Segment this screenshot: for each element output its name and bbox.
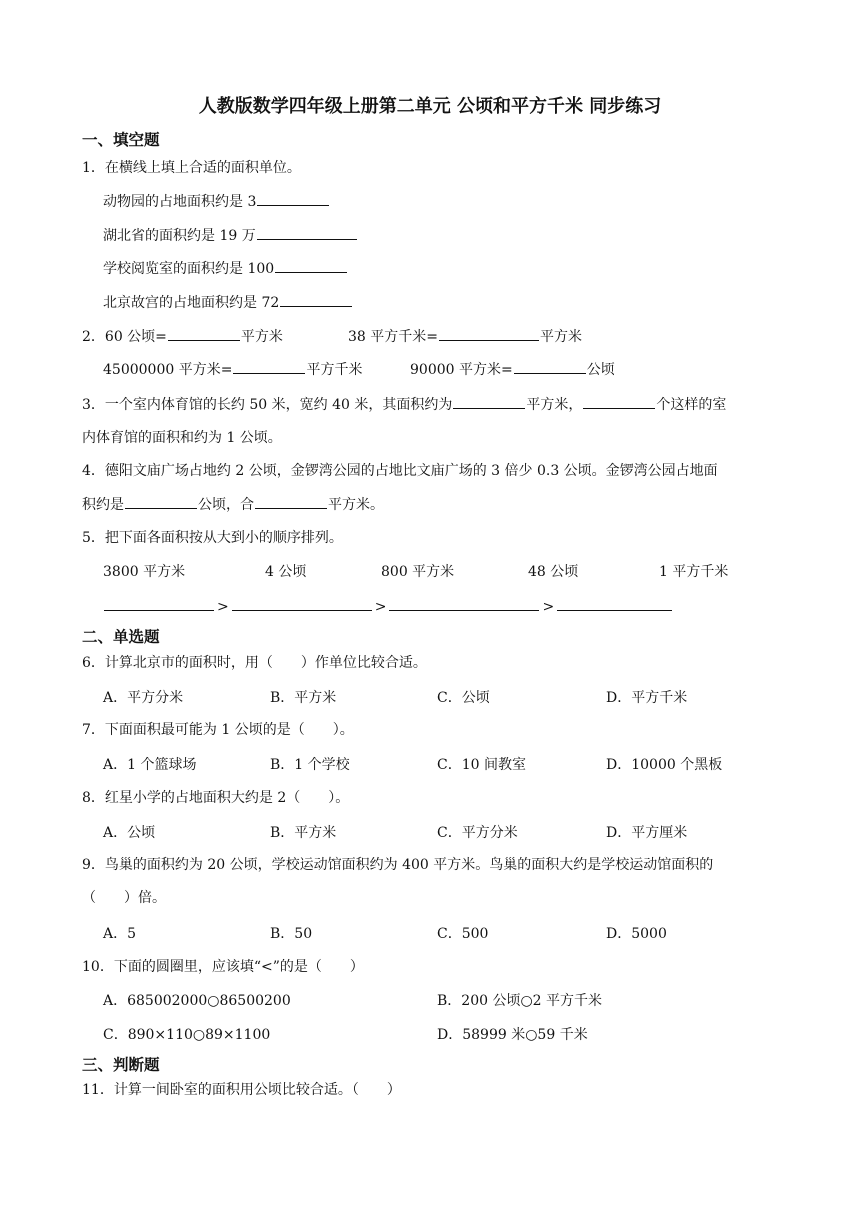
section-heading-true-false: 三、判断题 (82, 1056, 160, 1074)
q3-line2: 内体育馆的面积和约为 1 公顷。 (82, 430, 282, 446)
q2-b-pre: 38 平方千米= (348, 329, 438, 345)
q9-option-a[interactable]: A．5 (103, 926, 137, 942)
q10-option-a[interactable]: A．685002000○86500200 (103, 993, 291, 1009)
q2-row1-right (348, 326, 582, 347)
greater-than-sign: > (374, 599, 387, 615)
q8-option-b[interactable]: B．平方米 (270, 825, 337, 841)
answer-blank[interactable] (233, 359, 305, 374)
q5-order-row (103, 596, 673, 617)
q2-a-pre: 60 公顷= (104, 329, 167, 345)
answer-blank[interactable] (275, 258, 347, 273)
answer-blank[interactable] (104, 596, 214, 611)
q3-text-mid: 平方米， (526, 397, 583, 413)
q2-row1 (82, 326, 283, 347)
answer-blank[interactable] (583, 394, 655, 409)
q6-option-b[interactable]: B．平方米 (270, 690, 337, 706)
q6-option-d[interactable]: D．平方千米 (606, 690, 688, 706)
q4-text-mid: 公顷，合 (198, 497, 254, 513)
q9-stem: 9．鸟巢的面积约为 20 公顷，学校运动馆面积约为 400 平方米。鸟巢的面积大约是学校运动馆面积的 (82, 857, 714, 873)
answer-blank[interactable] (232, 596, 372, 611)
answer-blank[interactable] (255, 494, 327, 509)
section-heading-fill-in: 一、填空题 (82, 131, 160, 149)
q2-number: 2． (82, 329, 105, 345)
q6-option-c[interactable]: C．公顷 (437, 690, 490, 706)
q8-option-c[interactable]: C．平方分米 (437, 825, 518, 841)
q1-item-d (103, 292, 353, 313)
q9-option-b[interactable]: B．50 (270, 926, 313, 942)
q5-item-3: 800 平方米 (381, 564, 455, 580)
q7-option-d[interactable]: D．10000 个黑板 (606, 757, 723, 773)
q1-stem: 1．在横线上填上合适的面积单位。 (82, 160, 301, 176)
q5-item-2: 4 公顷 (265, 564, 307, 580)
q3-line1 (82, 394, 726, 415)
answer-blank[interactable] (168, 326, 240, 341)
q4-line2 (82, 494, 384, 515)
answer-blank[interactable] (257, 225, 357, 240)
q10-option-b[interactable]: B．200 公顷○2 平方千米 (437, 993, 603, 1009)
answer-blank[interactable] (257, 191, 329, 206)
page-title: 人教版数学四年级上册第二单元 公顷和平方千米 同步练习 (198, 96, 662, 117)
greater-than-sign: > (542, 599, 555, 615)
q3-text-post: 个这样的室 (656, 397, 727, 413)
q4-text-post: 平方米。 (328, 497, 384, 513)
q5-item-1: 3800 平方米 (103, 564, 186, 580)
q1-item-a-text: 动物园的占地面积约是 3 (103, 194, 257, 210)
q10-stem: 10．下面的圆圈里，应该填“<”的是（ ） (82, 959, 364, 975)
q11-stem: 11．计算一间卧室的面积用公顷比较合适。（ ） (82, 1082, 401, 1098)
answer-blank[interactable] (439, 326, 539, 341)
q2-b-post: 平方米 (540, 329, 582, 345)
answer-blank[interactable] (125, 494, 197, 509)
q7-option-a[interactable]: A．1 个篮球场 (103, 757, 197, 773)
answer-blank[interactable] (514, 359, 586, 374)
q2-row2-right (410, 359, 615, 380)
q9-stem-cont: （ ）倍。 (82, 890, 166, 906)
q2-c-pre: 45000000 平方米= (103, 362, 233, 378)
answer-blank[interactable] (389, 596, 539, 611)
q1-item-c-text: 学校阅览室的面积约是 100 (103, 261, 275, 277)
answer-blank[interactable] (557, 596, 672, 611)
q2-d-post: 公顷 (586, 362, 615, 378)
q1-item-c (103, 258, 348, 279)
q1-item-b-text: 湖北省的面积约是 19 万 (103, 228, 256, 244)
q2-row2 (103, 359, 362, 380)
q9-option-d[interactable]: D．5000 (606, 926, 667, 942)
q10-option-c[interactable]: C．890×110○89×1100 (103, 1027, 271, 1043)
q5-item-5: 1 平方千米 (659, 564, 729, 580)
q10-option-d[interactable]: D．58999 米○59 千米 (437, 1027, 588, 1043)
q4-line1: 4．德阳文庙广场占地约 2 公顷，金锣湾公园的占地比文庙广场的 3 倍少 0.3 公顷。金锣湾公园占地面 (82, 463, 718, 479)
q7-stem: 7．下面面积最可能为 1 公顷的是（ ）。 (82, 722, 354, 738)
answer-blank[interactable] (453, 394, 525, 409)
q3-text-pre: 3．一个室内体育馆的长约 50 米，宽约 40 米，其面积约为 (82, 397, 453, 413)
q1-item-a (103, 191, 330, 212)
q2-a-post: 平方米 (240, 329, 283, 345)
q4-text-pre: 积约是 (82, 497, 124, 513)
q5-item-4: 48 公顷 (528, 564, 579, 580)
greater-than-sign: > (217, 599, 229, 615)
section-heading-single-choice: 二、单选题 (82, 628, 160, 646)
q5-stem: 5．把下面各面积按从大到小的顺序排列。 (82, 530, 343, 546)
q9-option-c[interactable]: C．500 (437, 926, 489, 942)
q1-item-b (103, 225, 358, 246)
q1-item-d-text: 北京故宫的占地面积约是 72 (103, 295, 280, 311)
answer-blank[interactable] (280, 292, 352, 307)
q6-stem: 6．计算北京市的面积时，用（ ）作单位比较合适。 (82, 655, 427, 671)
q7-option-c[interactable]: C．10 间教室 (437, 757, 526, 773)
q7-option-b[interactable]: B．1 个学校 (270, 757, 350, 773)
q8-option-d[interactable]: D．平方厘米 (606, 825, 688, 841)
q6-option-a[interactable]: A．平方分米 (103, 690, 184, 706)
q2-d-pre: 90000 平方米= (410, 362, 513, 378)
q8-option-a[interactable]: A．公顷 (103, 825, 156, 841)
q2-c-post: 平方千米 (306, 362, 363, 378)
q8-stem: 8．红星小学的占地面积大约是 2（ ）。 (82, 790, 350, 806)
